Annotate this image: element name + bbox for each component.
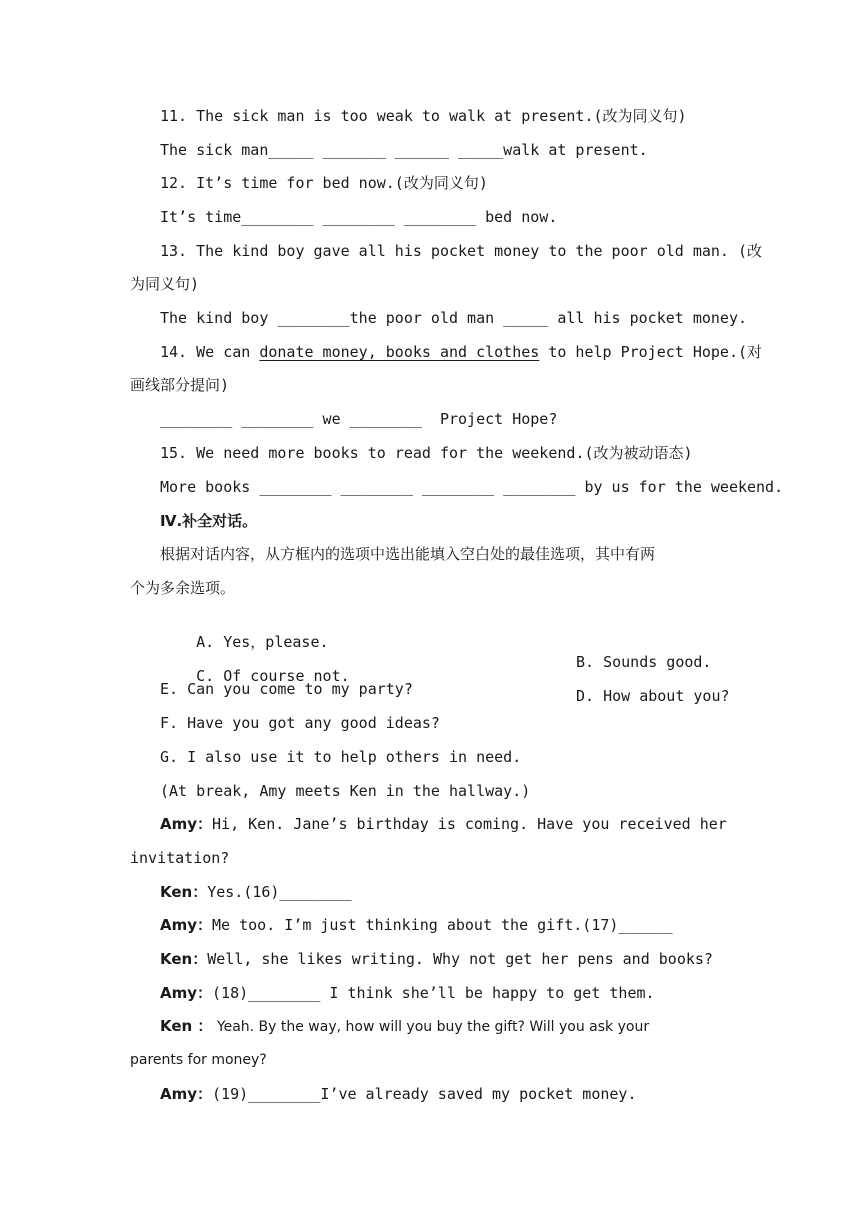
q12-prompt: 12. It’s time for bed now.(改为同义句) (160, 174, 488, 192)
section-instructions-cont: 个为多余选项。 (130, 579, 236, 597)
q11-prompt: 11. The sick man is too weak to walk at present.(改为同义句) (160, 107, 687, 125)
dialogue-text-cont: invitation? (130, 849, 230, 867)
dialogue-text: Yeah. By the way, how will you buy the gift? Will you ask your (212, 1019, 650, 1035)
dialogue-line (130, 983, 770, 1003)
dialogue-text: (18)________ I think she’ll be happy to get them. (212, 984, 655, 1002)
speaker-label: Amy： (160, 815, 213, 833)
section-heading: Ⅳ.补全对话。 (160, 512, 258, 530)
q15-prompt: 15. We need more books to read for the weekend.(改为被动语态) (160, 444, 693, 462)
q14-answer: ________ ________ we ________ Project Hope? (160, 410, 558, 428)
q15-answer: More books ________ ________ ________ ________ by us for the weekend. (160, 478, 784, 496)
q14-prompt-cont: 画线部分提问) (130, 376, 230, 394)
option-d: D. How about you? (576, 687, 730, 705)
q13-prompt: 13. The kind boy gave all his pocket money to the poor old man. (改 (160, 242, 762, 260)
q14-suffix: to help Project Hope.(对 (539, 343, 763, 361)
dialogue-line (130, 814, 770, 834)
option-g: G. I also use it to help others in need. (160, 748, 522, 766)
dialogue-text-cont: parents for money? (130, 1052, 267, 1068)
option-b: B. Sounds good. (576, 653, 712, 671)
speaker-label: Amy： (160, 984, 213, 1002)
dialogue-scene: (At break, Amy meets Ken in the hallway.) (160, 782, 531, 800)
q13-answer: The kind boy ________the poor old man _____ all his pocket money. (160, 309, 747, 327)
speaker-label: Amy： (160, 1085, 213, 1103)
dialogue-text: Yes.(16)________ (207, 883, 352, 901)
dialogue-line (130, 915, 770, 935)
dialogue-text: Me too. I’m just thinking about the gift.(17)______ (212, 916, 673, 934)
dialogue-text: Hi, Ken. Jane’s birthday is coming. Have you received her (212, 815, 727, 833)
speaker-label: Ken： (160, 883, 208, 901)
dialogue-text: (19)________I’ve already saved my pocket money. (212, 1085, 637, 1103)
speaker-label: Ken ： (160, 1017, 213, 1035)
dialogue-line (130, 1016, 770, 1037)
dialogue-text: Well, she likes writing. Why not get her pens and books? (207, 950, 713, 968)
speaker-label: Ken： (160, 950, 208, 968)
q13-prompt-cont: 为同义句) (130, 275, 200, 293)
q14-prompt (130, 342, 770, 362)
q12-answer: It’s time________ ________ ________ bed now. (160, 208, 558, 226)
option-c: C. Of course not. (196, 667, 350, 685)
section-instructions: 根据对话内容，从方框内的选项中选出能填入空白处的最佳选项，其中有两 (160, 545, 656, 563)
speaker-label: Amy： (160, 916, 213, 934)
option-a: A. Yes，please. (196, 633, 329, 651)
q11-answer: The sick man_____ _______ ______ _____walk at present. (160, 141, 648, 159)
q14-prefix: 14. We can (160, 343, 260, 361)
dialogue-line (130, 949, 770, 969)
option-e: E. Can you come to my party? (160, 680, 413, 698)
option-f: F. Have you got any good ideas? (160, 714, 440, 732)
dialogue-line (130, 882, 770, 902)
dialogue-line (130, 1084, 770, 1104)
q14-underlined-phrase: donate money, books and clothes (259, 343, 540, 361)
